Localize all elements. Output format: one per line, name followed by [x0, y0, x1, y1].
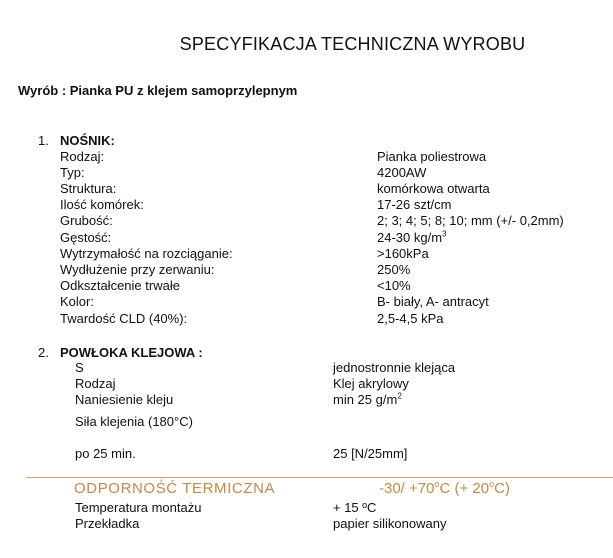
- row-value: 250%: [377, 262, 411, 277]
- section-number: 2.: [38, 345, 49, 360]
- thermal-range: C): [494, 480, 510, 497]
- row-label: Wytrzymałość na rozciąganie:: [60, 246, 233, 261]
- row-label: Rodzaj:: [60, 149, 105, 164]
- row-value: [377, 230, 447, 246]
- row-value: 25 [N/25mm]: [333, 446, 408, 461]
- row-label: Kolor:: [60, 294, 94, 309]
- superscript: 3: [442, 229, 447, 239]
- row-value: 4200AW: [377, 165, 427, 180]
- row-value: [333, 392, 402, 408]
- section-heading-carrier: [38, 133, 115, 148]
- section-divider: [26, 477, 613, 478]
- degree-sign: o: [434, 479, 440, 489]
- row-value: B- biały, A- antracyt: [377, 294, 489, 309]
- row-label: Siła klejenia (180°C): [75, 414, 193, 429]
- row-value: >160kPa: [377, 246, 429, 261]
- row-value: jednostronnie klejąca: [333, 360, 456, 375]
- product-name: Wyrób : Pianka PU z klejem samoprzylepnym: [18, 83, 298, 98]
- row-value: <10%: [377, 278, 411, 293]
- row-label: Typ:: [60, 165, 85, 180]
- row-label: Przekładka: [75, 516, 140, 531]
- row-label: Wydłużenie przy zerwaniu:: [60, 262, 215, 277]
- thermal-range: C (+ 20: [439, 480, 490, 497]
- row-value: 17-26 szt/cm: [377, 197, 452, 212]
- row-label: Naniesienie kleju: [75, 392, 174, 407]
- thermal-range: -30/ +70: [379, 480, 435, 497]
- row-label: Gęstość:: [60, 230, 112, 245]
- section-title: POWŁOKA KLEJOWA :: [60, 345, 203, 360]
- section-number: 1.: [38, 133, 49, 148]
- row-value: 2,5-4,5 kPa: [377, 311, 444, 326]
- thermal-resistance-value: [379, 480, 510, 497]
- row-label: Temperatura montażu: [75, 500, 202, 515]
- document-title: [0, 34, 613, 55]
- row-label: Grubość:: [60, 213, 113, 228]
- section-title: NOŚNIK:: [60, 133, 115, 148]
- row-label: Ilość komórek:: [60, 197, 144, 212]
- degree-sign: o: [489, 479, 495, 489]
- row-label: Odkształcenie trwałe: [60, 278, 180, 293]
- section-heading-adhesive: [38, 345, 203, 360]
- row-label: Twardość CLD (40%):: [60, 311, 188, 326]
- row-value: Klej akrylowy: [333, 376, 409, 391]
- thermal-resistance-label: ODPORNOŚĆ TERMICZNA: [74, 480, 276, 497]
- row-value: komórkowa otwarta: [377, 181, 490, 196]
- row-label: S: [75, 360, 84, 375]
- row-value: papier silikonowany: [333, 516, 447, 531]
- row-value: 2; 3; 4; 5; 8; 10; mm (+/- 0,2mm): [377, 213, 564, 228]
- row-label: Rodzaj: [75, 376, 116, 391]
- row-value: + 15 ºC: [333, 500, 377, 515]
- row-label: Struktura:: [60, 181, 117, 196]
- superscript: 2: [397, 391, 402, 401]
- density-value: 24-30 kg/m: [377, 230, 443, 245]
- row-label: po 25 min.: [75, 446, 136, 461]
- row-value: Pianka poliestrowa: [377, 149, 487, 164]
- adhesive-amount-value: min 25 g/m: [333, 392, 398, 407]
- document-title-text: SPECYFIKACJA TECHNICZNA WYROBU: [179, 34, 526, 54]
